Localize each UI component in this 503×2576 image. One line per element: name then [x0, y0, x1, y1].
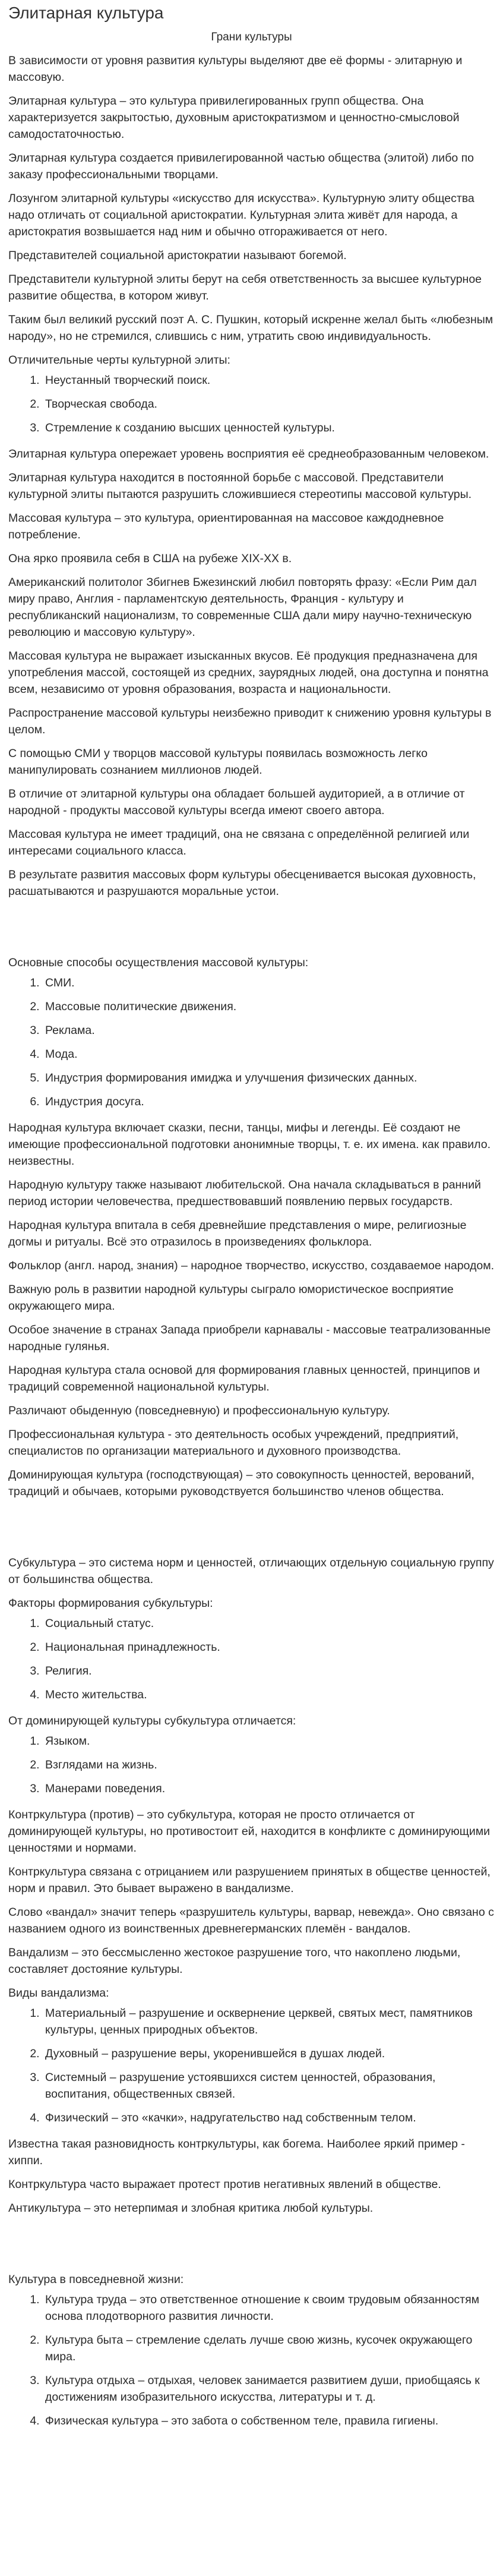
- paragraph: Элитарная культура находится в постоянной борьбе с массовой. Представители культурной элиты пытаются разрушить сложившиеся стереотипы массовой культуры.: [8, 471, 472, 501]
- paragraph: Профессиональная культура - это деятельность особых учреждений, предприятий, специалистов по организации материального и духовного производства.: [8, 1428, 459, 1458]
- paragraph: Массовая культура не выражает изысканных вкусов. Её продукция предназначена для употребления массой, состоящей из средних, заурядных людей, она доступна и понятна всем, независимо от уровня образования, возраста и национальности.: [8, 649, 489, 696]
- list-heading: Культура в повседневной жизни:: [8, 2273, 184, 2286]
- article-section: [8, 954, 495, 1500]
- paragraph: Представители культурной элиты берут на себя ответственность за высшее культурное развитие общества, в котором живут.: [8, 273, 482, 302]
- list-item: 1. Неустанный творческий поиск.: [43, 372, 495, 389]
- paragraph: Доминирующая культура (господствующая) – это совокупность ценностей, верований, традиций и обычаев, которыми руководствуется большинство членов общества.: [8, 1468, 474, 1498]
- list-heading: Виды вандализма:: [8, 1987, 109, 2000]
- paragraph: Контркультура связана с отрицанием или разрушением принятых в обществе ценностей, норм и правил. Это бывает выражено в вандализме.: [8, 1865, 491, 1895]
- article-section: [8, 1555, 495, 2216]
- list-heading: Основные способы осуществления массовой культуры:: [8, 956, 309, 969]
- paragraph: Вандализм – это бессмысленно жестокое разрушение того, что накоплено людьми, составляет достояние культуры.: [8, 1946, 461, 1976]
- paragraph: Различают обыденную (повседневную) и профессиональную культуру.: [8, 1404, 390, 1417]
- paragraph: Контркультура (против) – это субкультура, которая не просто отличается от доминирующей культуры, но противостоит ей, находится в конфликте с доминирующими ценностями и нормами.: [8, 1808, 491, 1855]
- paragraph: Элитарная культура создается привилегированной частью общества (элитой) либо по заказу профессиональными творцами.: [8, 152, 474, 181]
- paragraph: Слово «вандал» значит теперь «разрушитель культуры, варвар, невежда». Оно связано с названием одного из воинственных древнегерманских племён - вандалов.: [8, 1906, 494, 1935]
- paragraph: Антикультура – это нетерпимая и злобная критика любой культуры.: [8, 2202, 374, 2215]
- list-heading: Факторы формирования субкультуры:: [8, 1597, 213, 1610]
- paragraph: С помощью СМИ у творцов массовой культуры появилась возможность легко манипулировать сознанием миллионов людей.: [8, 747, 428, 777]
- paragraph: Элитарная культура опережает уровень восприятия её среднеобразованным человеком.: [8, 447, 489, 461]
- list-item: 3. Реклама.: [43, 1022, 495, 1039]
- list-heading: Отличительные черты культурной элиты:: [8, 354, 230, 367]
- list-item: 1. Материальный – разрушение и осквернение церквей, святых мест, памятников культуры, ценных природных объектов.: [43, 2005, 495, 2038]
- paragraph: Фольклор (англ. народ, знания) – народное творчество, искусство, создаваемое народом.: [8, 1259, 495, 1272]
- list-item: 3. Религия.: [43, 1663, 495, 1679]
- list-item: 2. Взглядами на жизнь.: [43, 1757, 495, 1773]
- list-item: 2. Национальная принадлежность.: [43, 1639, 495, 1656]
- paragraph: Народная культура стала основой для формирования главных ценностей, принципов и традиций современной национальной культуры.: [8, 1364, 480, 1393]
- numbered-list: [8, 975, 495, 1110]
- list-item: 6. Индустрия досуга.: [43, 1093, 495, 1110]
- article-section: [8, 52, 495, 900]
- list-item: 3. Манерами поведения.: [43, 1780, 495, 1797]
- paragraph: Народная культура включает сказки, песни, танцы, мифы и легенды. Её создают не имеющие профессиональной подготовки анонимные творцы, т. е. их имена. как правило. неизвестны.: [8, 1121, 491, 1168]
- list-item: 4. Физический – это «качки», надругательство над собственным телом.: [43, 2110, 495, 2126]
- article-content: [8, 52, 495, 2429]
- list-item: 5. Индустрия формирования имиджа и улучшения физических данных.: [43, 1070, 495, 1086]
- list-item: 3. Культура отдыха – отдыхая, человек занимается развитием души, приобщаясь к достижениям изобразительного искусства, литературы и т. д.: [43, 2372, 495, 2405]
- list-item: 1. Культура труда – это ответственное отношение к своим трудовым обязанностям основа плодотворного развития личности.: [43, 2291, 495, 2325]
- numbered-list: [8, 1733, 495, 1797]
- paragraph: Известна такая разновидность контркультуры, как богема. Наиболее яркий пример - хиппи.: [8, 2137, 465, 2167]
- paragraph: Народную культуру также называют любительской. Она начала складываться в ранний период истории человечества, предшествовавший появлению первых государств.: [8, 1178, 481, 1208]
- numbered-list: [8, 2005, 495, 2126]
- list-item: 1. Социальный статус.: [43, 1615, 495, 1632]
- paragraph: Массовая культура – это культура, ориентированная на массовое каждодневное потребление.: [8, 512, 444, 541]
- list-item: 1. Языком.: [43, 1733, 495, 1749]
- list-item: 4. Физическая культура – это забота о собственном теле, правила гигиены.: [43, 2413, 495, 2429]
- paragraph: Массовая культура не имеет традиций, она не связана с определённой религией или интересами социального класса.: [8, 828, 470, 857]
- list-heading: От доминирующей культуры субкультура отличается:: [8, 1714, 296, 1727]
- paragraph: В результате развития массовых форм культуры обесценивается высокая духовность, расшатываются и разрушаются моральные устои.: [8, 868, 476, 898]
- section-spacer: [8, 907, 495, 954]
- paragraph: Важную роль в развитии народной культуры сыграло юмористическое восприятие окружающего мира.: [8, 1283, 454, 1313]
- paragraph: Лозунгом элитарной культуры «искусство для искусства». Культурную элиту общества надо отличать от социальной аристократии. Культурная элита живёт для народа, а аристократия возвышается над ним и обычно отгораживается от него.: [8, 192, 474, 238]
- list-item: 2. Творческая свобода.: [43, 396, 495, 412]
- list-item: 2. Духовный – разрушение веры, укоренившейся в душах людей.: [43, 2045, 495, 2062]
- paragraph: Американский политолог Збигнев Бжезинский любил повторять фразу: «Если Рим дал миру право, Англия - парламентскую деятельность, Франция - культуру и республиканский национализм, то современные США дали миру научно-техническую революцию и массовую культуру».: [8, 576, 477, 639]
- list-item: 3. Стремление к созданию высших ценностей культуры.: [43, 420, 495, 436]
- section-spacer: [8, 1507, 495, 1555]
- list-item: 1. СМИ.: [43, 975, 495, 991]
- page-subtitle: Грани культуры: [211, 31, 292, 43]
- list-item: 2. Культура быта – стремление сделать лучше свою жизнь, кусочек окружающего мира.: [43, 2332, 495, 2365]
- paragraph: Народная культура впитала в себя древнейшие представления о мире, религиозные догмы и ритуалы. Всё это отразилось в произведениях фольклора.: [8, 1219, 467, 1248]
- page-title: Элитарная культура: [8, 4, 164, 22]
- paragraph: Контркультура часто выражает протест против негативных явлений в обществе.: [8, 2178, 441, 2191]
- list-item: 4. Мода.: [43, 1046, 495, 1062]
- section-spacer: [8, 2224, 495, 2271]
- paragraph: Таким был великий русский поэт А. С. Пушкин, который искренне желал быть «любезным народу», но не стремился, слившись с ним, утратить свою индивидуальность.: [8, 313, 493, 343]
- paragraph: В зависимости от уровня развития культуры выделяют две её формы - элитарную и массовую.: [8, 54, 463, 84]
- numbered-list: [8, 372, 495, 436]
- list-item: 4. Место жительства.: [43, 1686, 495, 1703]
- paragraph: Субкультура – это система норм и ценностей, отличающих отдельную социальную группу от большинства общества.: [8, 1556, 494, 1586]
- paragraph: В отличие от элитарной культуры она обладает большей аудиторией, а в отличие от народной - продукты массовой культуры всегда имеют своего автора.: [8, 787, 465, 817]
- paragraph: Распространение массовой культуры неизбежно приводит к снижению уровня культуры в целом.: [8, 707, 492, 736]
- paragraph: Элитарная культура – это культура привилегированных групп общества. Она характеризуется закрытостью, духовным аристократизмом и ценностно-смысловой самодостаточностью.: [8, 94, 460, 141]
- list-item: 2. Массовые политические движения.: [43, 998, 495, 1015]
- article-section: [8, 2271, 495, 2429]
- list-item: 3. Системный – разрушение устоявшихся систем ценностей, образования, воспитания, общественных связей.: [43, 2069, 495, 2102]
- paragraph: Особое значение в странах Запада приобрели карнавалы - массовые театрализованные народные гулянья.: [8, 1323, 491, 1353]
- paragraph: Она ярко проявила себя в США на рубеже XIX-XX в.: [8, 552, 292, 565]
- paragraph: Представителей социальной аристократии называют богемой.: [8, 249, 347, 262]
- numbered-list: [8, 1615, 495, 1703]
- numbered-list: [8, 2291, 495, 2429]
